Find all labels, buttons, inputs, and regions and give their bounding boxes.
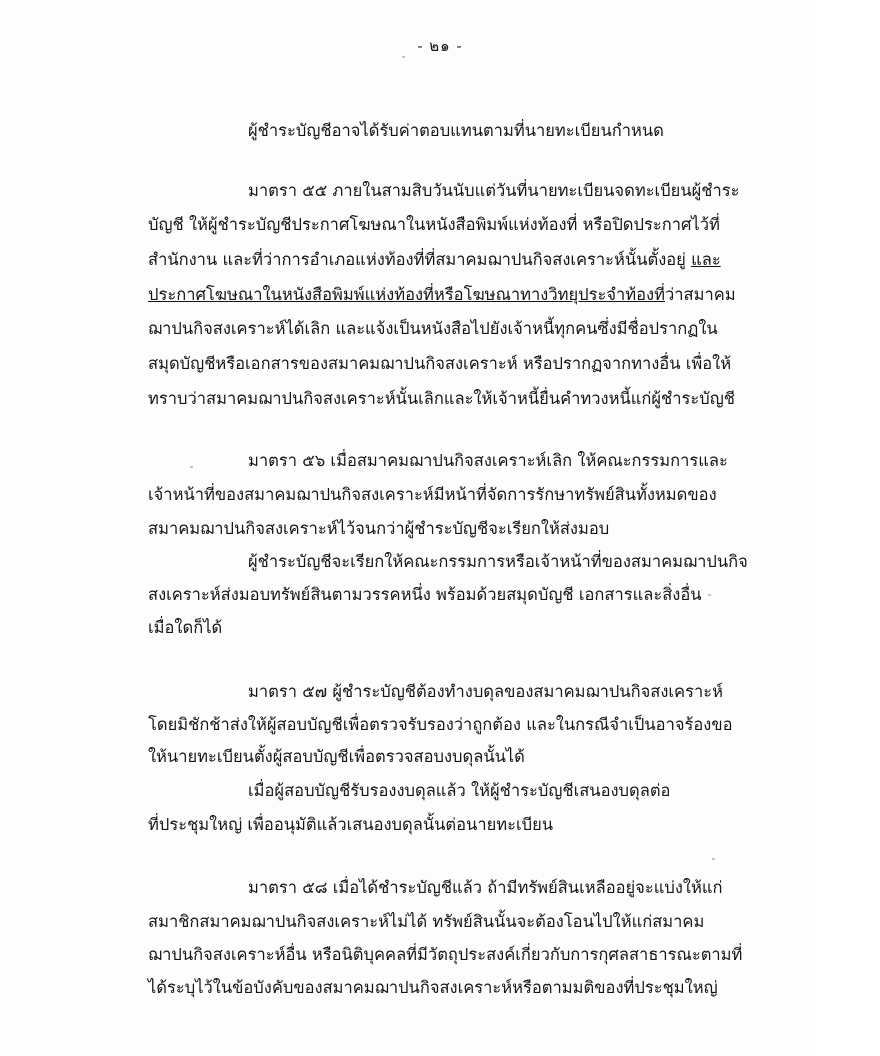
section-56-line-4: ผู้ชำระบัญชีจะเรียกให้คณะกรรมการหรือเจ้าหน้าที่ของสมาคมฌาปนกิจ	[248, 552, 748, 571]
section-56-line-2: เจ้าหน้าที่ของสมาคมฌาปนกิจสงเคราะห์มีหน้าที่จัดการรักษาทรัพย์สินทั้งหมดของ	[148, 485, 717, 504]
section-57-line-4: เมื่อผู้สอบบัญชีรับรองงบดุลแล้ว ให้ผู้ชำระบัญชีเสนองบดุลต่อ	[248, 781, 671, 800]
section-58-line-2: สมาชิกสมาคมฌาปนกิจสงเคราะห์ไม่ได้ ทรัพย์สินนั้นจะต้องโอนไปให้แก่สมาคม	[148, 912, 705, 931]
section-55-line-7: ทราบว่าสมาคมฌาปนกิจสงเคราะห์นั้นเลิกและให้เจ้าหนี้ยื่นคำทวงหนี้แก่ผู้ชำระบัญชี	[148, 389, 735, 408]
section-55-line-2: บัญชี ให้ผู้ชำระบัญชีประกาศโฆษณาในหนังสือพิมพ์แห่งท้องที่ หรือปิดประกาศไว้ที่	[148, 215, 720, 234]
page-number: - ๒๑ -	[417, 37, 463, 55]
section-56-line-6: เมื่อใดก็ได้	[148, 618, 223, 637]
scan-speck	[402, 56, 405, 58]
scan-speck	[190, 466, 193, 468]
section-57-line-1: มาตรา ๕๗ ผู้ชำระบัญชีต้องทำงบดุลของสมาคมฌาปนกิจสงเคราะห์	[248, 682, 723, 701]
section-56-line-3: สมาคมฌาปนกิจสงเคราะห์ไว้จนกว่าผู้ชำระบัญชีจะเรียกให้ส่งมอบ	[148, 519, 610, 538]
section-55-line-5: ฌาปนกิจสงเคราะห์ได้เลิก และแจ้งเป็นหนังสือไปยังเจ้าหนี้ทุกคนซึ่งมีชื่อปรากฏใน	[148, 319, 718, 338]
section-56-line-5: สงเคราะห์ส่งมอบทรัพย์สินตามวรรคหนึ่ง พร้อมด้วยสมุดบัญชี เอกสารและสิ่งอื่น	[148, 585, 702, 604]
section-57-line-5: ที่ประชุมใหญ่ เพื่ออนุมัติแล้วเสนองบดุลนั้นต่อนายทะเบียน	[148, 815, 554, 834]
section-55-line-4-underlined: ประกาศโฆษณาในหนังสือพิมพ์แห่งท้องที่หรือโฆษณาทางวิทยุประจำท้องที่	[148, 285, 665, 304]
scan-speck	[712, 858, 715, 860]
section-56-line-1: มาตรา ๕๖ เมื่อสมาคมฌาปนกิจสงเคราะห์เลิก ให้คณะกรรมการและ	[248, 451, 728, 470]
section-55-line-4	[148, 284, 736, 306]
section-55-line-1: มาตรา ๕๕ ภายในสามสิบวันนับแต่วันที่นายทะเบียนจดทะเบียนผู้ชำระ	[248, 181, 740, 200]
section-57-line-2: โดยมิชักช้าส่งให้ผู้สอบบัญชีเพื่อตรวจรับรองว่าถูกต้อง และในกรณีจำเป็นอาจร้องขอ	[148, 715, 733, 734]
section-55-line-4-text: ว่าสมาคม	[665, 285, 736, 304]
section-55-line-3-text: สำนักงาน และที่ว่าการอำเภอแห่งท้องที่ที่สมาคมฌาปนกิจสงเคราะห์นั้นตั้งอยู่	[148, 250, 692, 269]
section-58-line-3: ฌาปนกิจสงเคราะห์อื่น หรือนิติบุคคลที่มีวัตถุประสงค์เกี่ยวกับการกุศลสาธารณะตามที่	[148, 945, 743, 964]
section-57-line-3: ให้นายทะเบียนตั้งผู้สอบบัญชีเพื่อตรวจสอบงบดุลนั้นได้	[148, 747, 525, 766]
section-58-line-4: ได้ระบุไว้ในข้อบังคับของสมาคมฌาปนกิจสงเคราะห์หรือตามมติของที่ประชุมใหญ่	[148, 978, 718, 997]
section-58-line-1: มาตรา ๕๘ เมื่อได้ชำระบัญชีแล้ว ถ้ามีทรัพย์สินเหลืออยู่จะแบ่งให้แก่	[248, 878, 723, 897]
intro-paragraph: ผู้ชำระบัญชีอาจได้รับค่าตอบแทนตามที่นายทะเบียนกำหนด	[248, 121, 664, 140]
section-55-line-3-underlined: และ	[691, 250, 721, 269]
section-55-line-6: สมุดบัญชีหรือเอกสารของสมาคมฌาปนกิจสงเคราะห์ หรือปรากฏจากทางอื่น เพื่อให้	[148, 354, 732, 373]
section-55-line-3	[148, 249, 721, 271]
scan-speck	[708, 594, 711, 596]
